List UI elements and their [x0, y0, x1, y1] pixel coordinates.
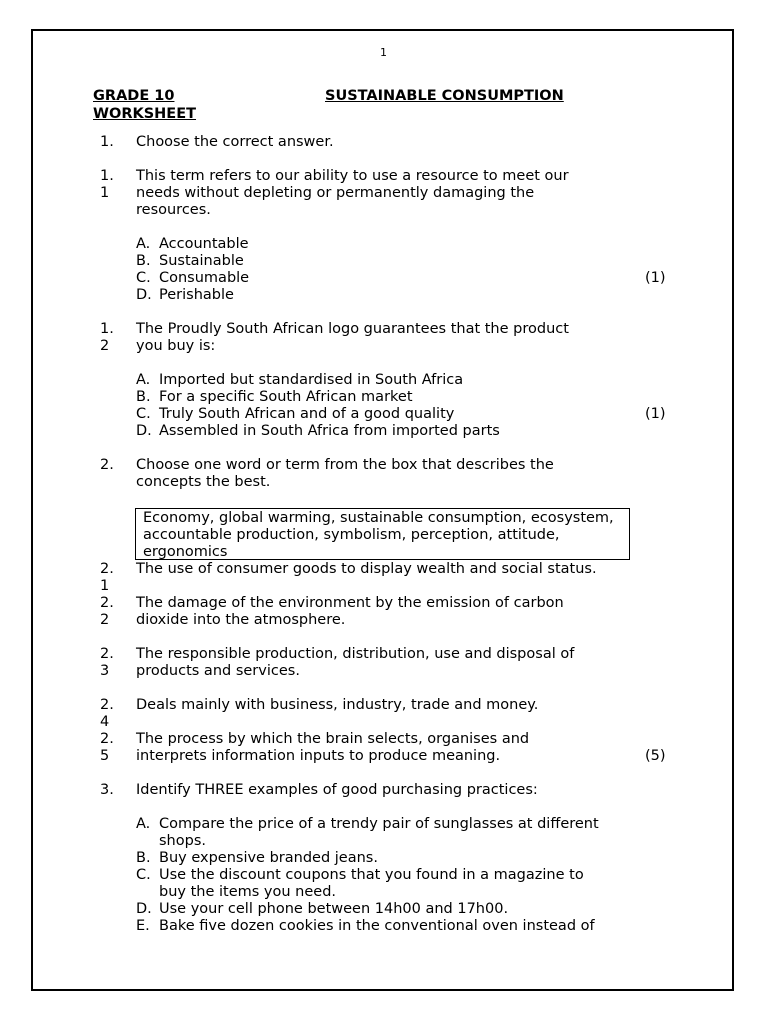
word-box: Economy, global warming, sustainable consumption, ecosystem, accountable production, symbolism, perception, attitude, ergonomics	[135, 508, 630, 560]
option-text: Imported but standardised in South Africa	[159, 372, 464, 388]
option-text: buy the items you need.	[159, 884, 337, 900]
sub-question-number: 2	[100, 612, 110, 628]
question-text-line: The responsible production, distribution, use and disposal of	[136, 646, 575, 662]
worksheet-subtitle: WORKSHEET	[93, 106, 197, 122]
sub-question-number: 1	[100, 578, 110, 594]
question-number: 3.	[100, 782, 114, 798]
question-number: 1.	[100, 134, 114, 150]
question-text-line: you buy is:	[136, 338, 216, 354]
question-text-line: The Proudly South African logo guarantees that the product	[136, 321, 569, 337]
sub-question-number: 1.	[100, 321, 114, 337]
question-text-line: This term refers to our ability to use a resource to meet our	[136, 168, 569, 184]
sub-question-number: 2	[100, 338, 110, 354]
option-letter: D.	[136, 287, 152, 303]
question-text-line: Deals mainly with business, industry, trade and money.	[136, 697, 539, 713]
option-text: Buy expensive branded jeans.	[159, 850, 378, 866]
option-text: Use the discount coupons that you found in a magazine to	[159, 867, 584, 883]
question-text-line: The damage of the environment by the emission of carbon	[136, 595, 564, 611]
option-text: Bake five dozen cookies in the conventional oven instead of	[159, 918, 595, 934]
sub-question-number: 1	[100, 185, 110, 201]
question-text-line: The process by which the brain selects, organises and	[136, 731, 530, 747]
option-letter: C.	[136, 270, 151, 286]
question-instruction: Identify THREE examples of good purchasing practices:	[136, 782, 538, 798]
option-text: Consumable	[159, 270, 250, 286]
option-letter: D.	[136, 423, 152, 439]
question-text-line: Choose one word or term from the box that describes the	[136, 457, 554, 473]
option-letter: B.	[136, 389, 151, 405]
question-text-line: concepts the best.	[136, 474, 271, 490]
option-text: Sustainable	[159, 253, 244, 269]
question-instruction: Choose the correct answer.	[136, 134, 334, 150]
question-text-line: needs without depleting or permanently damaging the	[136, 185, 535, 201]
option-text: Assembled in South Africa from imported parts	[159, 423, 500, 439]
option-letter: C.	[136, 406, 151, 422]
option-text: Truly South African and of a good quality	[159, 406, 455, 422]
mark-allocation: (1)	[645, 270, 666, 286]
option-letter: B.	[136, 253, 151, 269]
sub-question-number: 2.	[100, 561, 114, 577]
grade-heading: GRADE 10	[93, 88, 175, 104]
sub-question-number: 1.	[100, 168, 114, 184]
option-text: Perishable	[159, 287, 234, 303]
question-text-line: dioxide into the atmosphere.	[136, 612, 346, 628]
sub-question-number: 2.	[100, 646, 114, 662]
question-number: 2.	[100, 457, 114, 473]
question-text-line: resources.	[136, 202, 211, 218]
option-letter: E.	[136, 918, 150, 934]
worksheet-title: SUSTAINABLE CONSUMPTION	[325, 88, 564, 104]
sub-question-number: 5	[100, 748, 110, 764]
option-letter: A.	[136, 816, 151, 832]
option-letter: A.	[136, 236, 151, 252]
sub-question-number: 2.	[100, 595, 114, 611]
option-letter: B.	[136, 850, 151, 866]
option-text: Accountable	[159, 236, 249, 252]
option-text: Compare the price of a trendy pair of sunglasses at different	[159, 816, 599, 832]
option-text: shops.	[159, 833, 206, 849]
option-text: For a specific South African market	[159, 389, 413, 405]
option-letter: D.	[136, 901, 152, 917]
page-number: 1	[380, 46, 387, 59]
question-text-line: interprets information inputs to produce meaning.	[136, 748, 501, 764]
question-text-line: products and services.	[136, 663, 300, 679]
option-text: Use your cell phone between 14h00 and 17h00.	[159, 901, 509, 917]
sub-question-number: 2.	[100, 731, 114, 747]
question-text-line: The use of consumer goods to display wealth and social status.	[136, 561, 597, 577]
mark-allocation: (1)	[645, 406, 666, 422]
option-letter: A.	[136, 372, 151, 388]
sub-question-number: 2.	[100, 697, 114, 713]
sub-question-number: 4	[100, 714, 110, 730]
sub-question-number: 3	[100, 663, 110, 679]
option-letter: C.	[136, 867, 151, 883]
mark-allocation: (5)	[645, 748, 666, 764]
